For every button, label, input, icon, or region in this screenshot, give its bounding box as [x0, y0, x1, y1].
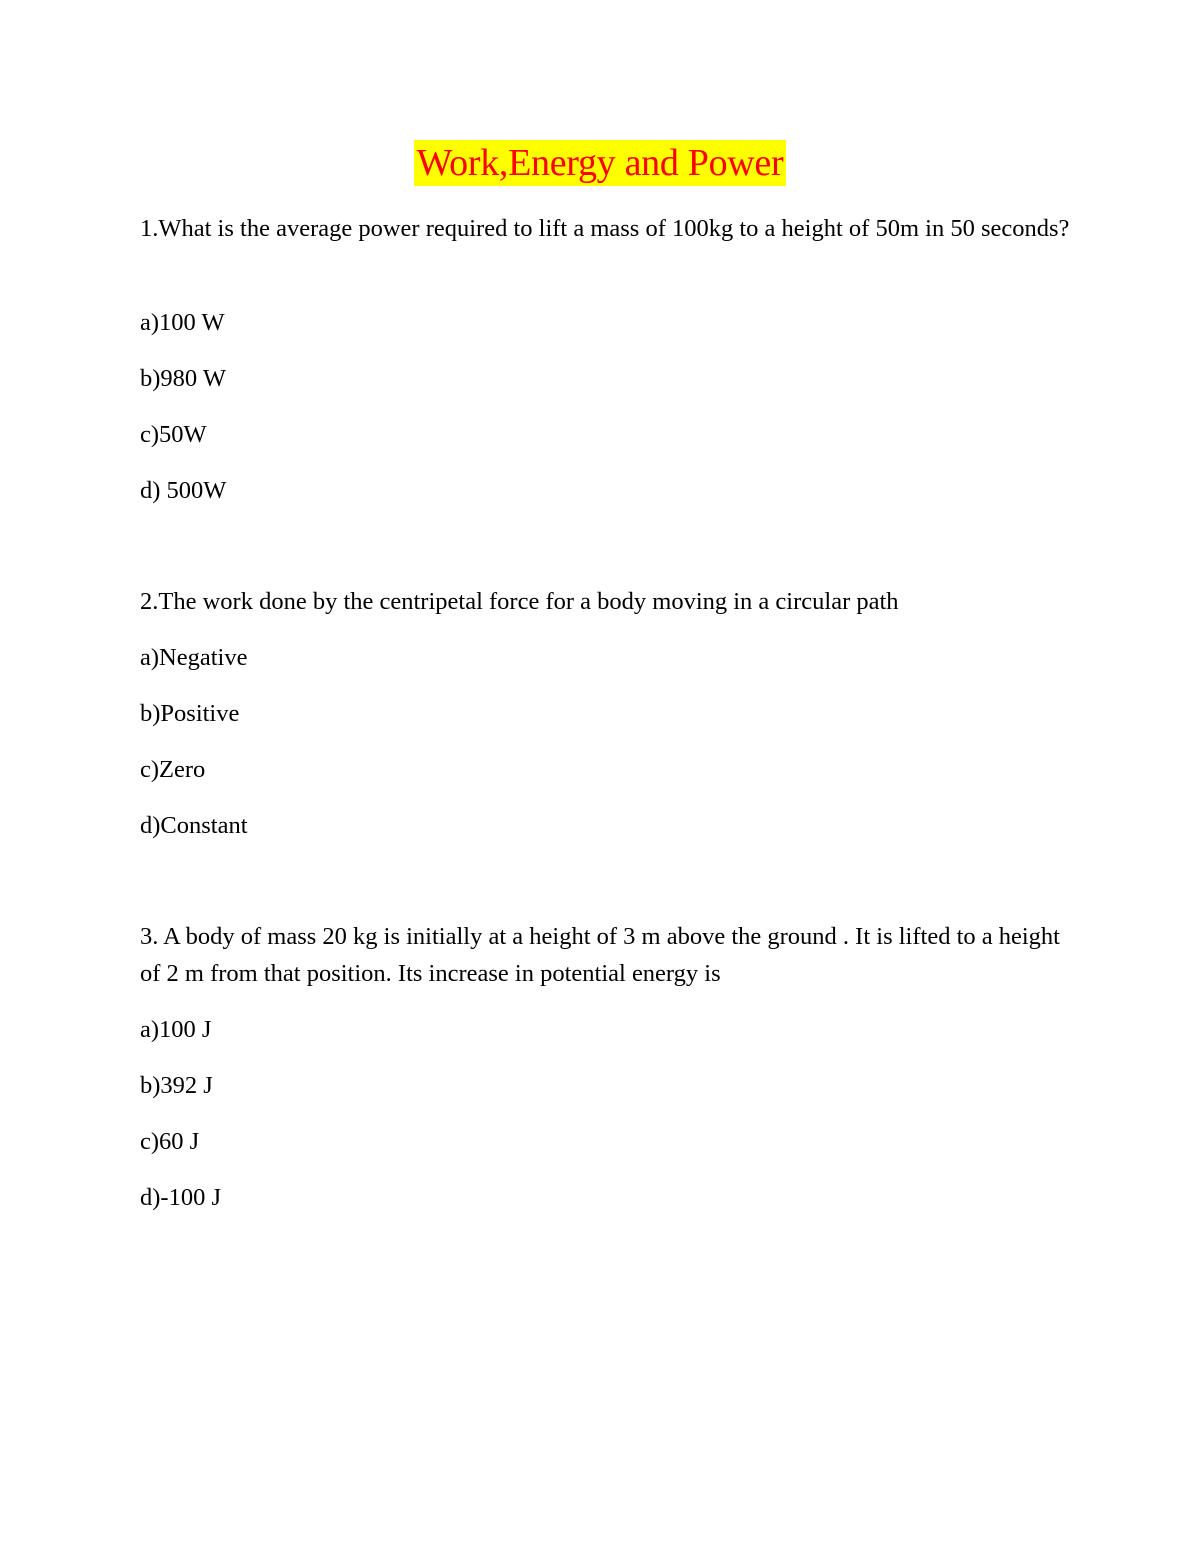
question-1-text: 1.What is the average power required to lift a mass of 100kg to a height of 50m in 50 seconds?	[140, 215, 1070, 242]
question-1-option-b: b)980 W	[140, 365, 226, 392]
question-3-option-c: c)60 J	[140, 1128, 200, 1155]
question-3-option-a: a)100 J	[140, 1016, 212, 1043]
title-container	[0, 140, 1200, 186]
question-2-option-b: b)Positive	[140, 700, 240, 727]
question-1-option-d: d) 500W	[140, 477, 227, 504]
question-2-options	[140, 639, 248, 863]
question-2-option-c: c)Zero	[140, 756, 206, 783]
question-3-options	[140, 1011, 221, 1235]
question-2-option-d: d)Constant	[140, 812, 248, 839]
question-1-option-c: c)50W	[140, 421, 207, 448]
question-3-option-d: d)-100 J	[140, 1184, 221, 1211]
question-3-option-b: b)392 J	[140, 1072, 213, 1099]
question-1-options	[140, 304, 226, 528]
question-3-text: 3. A body of mass 20 kg is initially at a height of 3 m above the ground . It is lifted to a height of 2 m from that position. Its increase in potential energy is	[140, 923, 1060, 987]
question-1-option-a: a)100 W	[140, 309, 225, 336]
question-2-option-a: a)Negative	[140, 644, 248, 671]
page-title: Work,Energy and Power	[414, 140, 787, 186]
question-2-text: 2.The work done by the centripetal force for a body moving in a circular path	[140, 588, 899, 615]
